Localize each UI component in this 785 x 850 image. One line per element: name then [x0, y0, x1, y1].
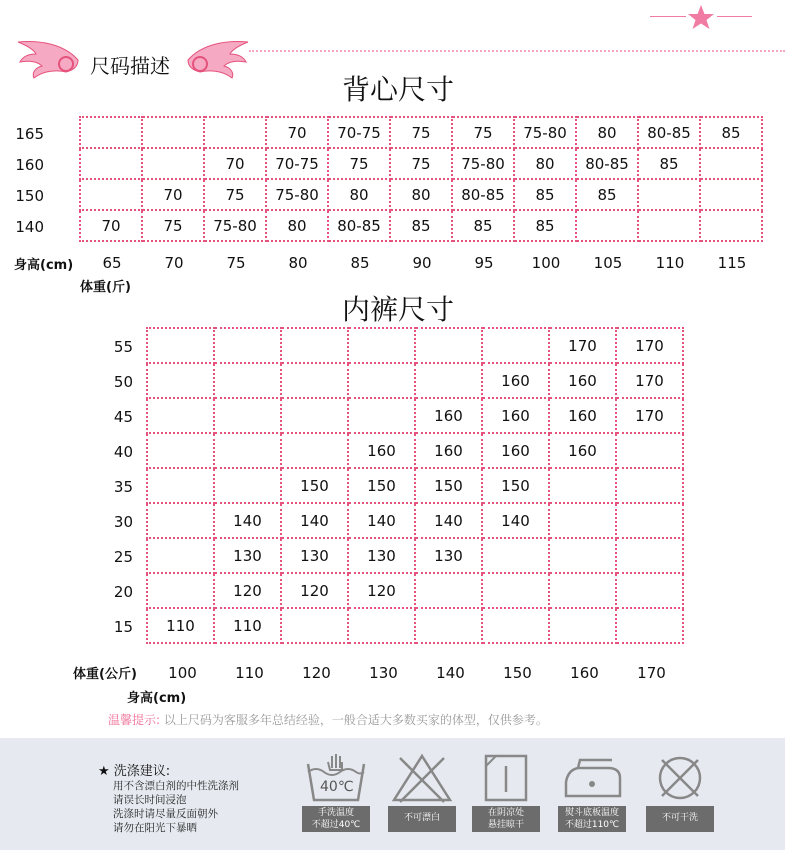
icon-label: 手洗温度 不超过40℃	[302, 806, 370, 832]
size-cell	[281, 398, 348, 433]
size-cell: 140	[214, 503, 281, 538]
size-cell: 85	[700, 117, 762, 148]
size-row	[147, 538, 683, 573]
size-cell	[348, 363, 415, 398]
size-cell	[348, 328, 415, 363]
right-wing-icon	[186, 36, 250, 82]
hand-wash-icon	[302, 752, 370, 832]
size-cell: 85	[390, 210, 452, 241]
size-cell	[214, 433, 281, 468]
size-cell: 80	[390, 179, 452, 210]
column-label: 170	[637, 664, 666, 682]
size-row	[80, 179, 762, 210]
size-cell	[415, 363, 482, 398]
size-cell: 160	[549, 433, 616, 468]
vest-size-table	[79, 116, 763, 242]
size-cell	[700, 210, 762, 241]
size-cell	[348, 398, 415, 433]
size-cell	[415, 573, 482, 608]
size-row	[147, 468, 683, 503]
size-cell: 75	[142, 210, 204, 241]
size-cell	[147, 573, 214, 608]
icon-label: 不可漂白	[388, 806, 456, 832]
size-cell	[616, 468, 683, 503]
size-cell	[549, 503, 616, 538]
size-row	[147, 503, 683, 538]
size-cell	[549, 538, 616, 573]
size-cell	[147, 433, 214, 468]
row-label: 150	[15, 186, 44, 205]
size-row	[80, 148, 762, 179]
column-label: 75	[226, 254, 246, 272]
size-cell: 80	[328, 179, 390, 210]
care-line: 洗涤时请尽量反面朝外	[113, 808, 218, 820]
size-row	[80, 117, 762, 148]
size-cell	[415, 608, 482, 643]
size-cell: 70	[266, 117, 328, 148]
size-cell	[616, 433, 683, 468]
wash-temp: 40℃	[320, 779, 354, 795]
size-cell	[616, 538, 683, 573]
size-cell	[214, 363, 281, 398]
size-cell: 80-85	[638, 117, 700, 148]
size-cell: 120	[281, 573, 348, 608]
row-label: 40	[113, 442, 133, 461]
size-cell: 80	[514, 148, 576, 179]
size-cell: 80	[576, 117, 638, 148]
size-cell	[482, 608, 549, 643]
size-cell: 130	[415, 538, 482, 573]
size-cell: 170	[616, 328, 683, 363]
briefs-height-axis-label: 身高(cm)	[127, 691, 187, 706]
size-cell: 160	[549, 363, 616, 398]
dotted-divider	[249, 50, 785, 52]
size-cell: 80-85	[576, 148, 638, 179]
size-cell	[281, 433, 348, 468]
size-cell: 75-80	[266, 179, 328, 210]
size-cell	[638, 179, 700, 210]
size-cell	[147, 468, 214, 503]
size-cell: 75	[390, 117, 452, 148]
size-cell	[214, 468, 281, 503]
column-label: 95	[474, 254, 494, 272]
size-cell	[80, 179, 142, 210]
size-cell	[147, 363, 214, 398]
size-cell: 140	[482, 503, 549, 538]
size-cell	[616, 573, 683, 608]
size-row	[147, 608, 683, 643]
size-cell: 160	[482, 363, 549, 398]
vest-title: 背心尺寸	[342, 73, 455, 106]
size-row	[80, 210, 762, 241]
size-cell	[281, 328, 348, 363]
row-label: 165	[15, 124, 44, 143]
row-label: 140	[15, 217, 44, 236]
size-cell	[700, 148, 762, 179]
size-cell: 75	[390, 148, 452, 179]
size-cell: 140	[415, 503, 482, 538]
size-cell: 80	[266, 210, 328, 241]
row-label: 35	[113, 477, 133, 496]
column-label: 90	[412, 254, 432, 272]
size-cell	[549, 608, 616, 643]
size-cell: 160	[415, 433, 482, 468]
size-cell: 85	[514, 210, 576, 241]
column-label: 100	[168, 664, 197, 682]
care-title-text: 洗涤建议:	[113, 764, 171, 779]
no-dry-clean-icon	[646, 752, 714, 832]
size-cell: 70-75	[328, 117, 390, 148]
size-cell: 80-85	[452, 179, 514, 210]
left-wing-icon	[16, 36, 80, 82]
tip-text: 以上尺码为客服多年总结经验，一般合适大多数买家的体型，仅供参考。	[163, 713, 548, 727]
briefs-size-table	[146, 327, 684, 644]
size-cell: 150	[348, 468, 415, 503]
size-cell	[576, 210, 638, 241]
size-cell: 85	[452, 210, 514, 241]
size-cell	[549, 468, 616, 503]
column-label: 80	[288, 254, 308, 272]
size-cell	[147, 538, 214, 573]
size-cell: 170	[616, 363, 683, 398]
ribbon-line-left	[650, 16, 686, 17]
star-icon	[687, 4, 715, 30]
size-cell: 75-80	[204, 210, 266, 241]
size-cell	[549, 573, 616, 608]
column-label: 120	[302, 664, 331, 682]
size-cell	[147, 503, 214, 538]
column-label: 100	[531, 254, 561, 272]
tip-highlight: 温馨提示:	[108, 713, 161, 727]
briefs-title: 内裤尺寸	[342, 293, 455, 326]
size-cell: 85	[638, 148, 700, 179]
size-cell: 160	[482, 433, 549, 468]
size-cell: 160	[549, 398, 616, 433]
size-cell: 75	[204, 179, 266, 210]
size-row	[147, 398, 683, 433]
size-row	[147, 328, 683, 363]
size-cell: 130	[214, 538, 281, 573]
column-label: 110	[235, 664, 264, 682]
vest-weight-axis-label: 体重(斤)	[80, 280, 131, 295]
size-cell: 150	[281, 468, 348, 503]
size-cell: 70	[142, 179, 204, 210]
icon-label: 熨斗底板温度 不超过110℃	[558, 806, 626, 832]
column-label: 70	[164, 254, 184, 272]
size-row	[147, 363, 683, 398]
size-cell: 140	[348, 503, 415, 538]
size-cell: 75-80	[452, 148, 514, 179]
row-label: 20	[113, 582, 133, 601]
care-title	[98, 760, 170, 779]
size-cell	[281, 363, 348, 398]
size-cell	[214, 328, 281, 363]
size-cell	[204, 117, 266, 148]
briefs-weight-axis-label: 体重(公斤)	[73, 667, 137, 682]
size-cell	[142, 148, 204, 179]
size-cell	[616, 503, 683, 538]
column-label: 65	[102, 254, 122, 272]
size-cell: 150	[482, 468, 549, 503]
size-cell: 110	[214, 608, 281, 643]
size-cell: 170	[616, 398, 683, 433]
size-cell	[348, 608, 415, 643]
size-cell: 160	[482, 398, 549, 433]
size-cell	[142, 117, 204, 148]
row-label: 15	[113, 617, 133, 636]
size-cell	[147, 398, 214, 433]
icon-label: 不可干洗	[646, 806, 714, 832]
no-bleach-icon	[388, 752, 456, 832]
size-cell: 85	[576, 179, 638, 210]
column-label: 85	[350, 254, 370, 272]
iron-icon	[558, 752, 626, 832]
care-line: 请误长时间浸泡	[113, 794, 187, 806]
column-label: 130	[369, 664, 398, 682]
size-cell	[281, 608, 348, 643]
icon-label: 在阴凉处 悬挂晾干	[472, 806, 540, 832]
size-cell: 120	[348, 573, 415, 608]
size-cell: 170	[549, 328, 616, 363]
size-cell: 75	[452, 117, 514, 148]
column-label: 115	[717, 254, 747, 272]
size-cell: 140	[281, 503, 348, 538]
row-label: 25	[113, 547, 133, 566]
size-cell	[638, 210, 700, 241]
vest-height-axis-label: 身高(cm)	[14, 258, 74, 273]
size-cell	[147, 328, 214, 363]
row-label: 55	[113, 337, 133, 356]
row-label: 160	[15, 155, 44, 174]
size-cell: 70-75	[266, 148, 328, 179]
column-label: 160	[570, 664, 599, 682]
size-cell: 85	[514, 179, 576, 210]
size-cell	[80, 148, 142, 179]
column-label: 110	[655, 254, 685, 272]
care-line: 用不含漂白剂的中性洗涤剂	[113, 780, 239, 792]
size-cell: 75-80	[514, 117, 576, 148]
size-cell	[482, 573, 549, 608]
line-dry-shade-icon	[472, 752, 540, 832]
size-cell: 80-85	[328, 210, 390, 241]
size-cell	[482, 538, 549, 573]
column-label: 105	[593, 254, 623, 272]
size-cell: 160	[348, 433, 415, 468]
size-cell: 70	[80, 210, 142, 241]
size-cell	[80, 117, 142, 148]
size-cell: 70	[204, 148, 266, 179]
size-cell: 160	[415, 398, 482, 433]
size-row	[147, 573, 683, 608]
size-cell: 130	[348, 538, 415, 573]
size-row	[147, 433, 683, 468]
size-cell: 110	[147, 608, 214, 643]
size-cell	[415, 328, 482, 363]
care-line: 请勿在阳光下暴晒	[113, 822, 197, 834]
size-cell	[482, 328, 549, 363]
size-cell: 120	[214, 573, 281, 608]
ribbon-line-right	[717, 16, 752, 17]
row-label: 50	[113, 372, 133, 391]
column-label: 140	[436, 664, 465, 682]
star-bullet-icon: ★	[98, 764, 110, 779]
size-cell	[214, 398, 281, 433]
size-tip	[108, 711, 548, 728]
size-cell	[616, 608, 683, 643]
size-cell	[700, 179, 762, 210]
size-cell: 150	[415, 468, 482, 503]
row-label: 45	[113, 407, 133, 426]
size-cell: 130	[281, 538, 348, 573]
banner-title: 尺码描述	[90, 54, 170, 78]
size-cell: 75	[328, 148, 390, 179]
row-label: 30	[113, 512, 133, 531]
column-label: 150	[503, 664, 532, 682]
